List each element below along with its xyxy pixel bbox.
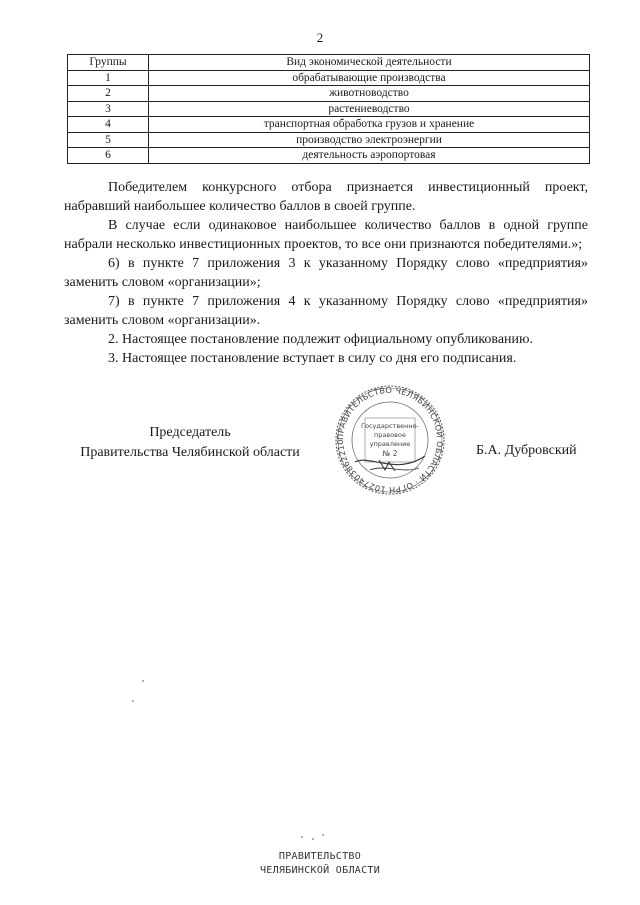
seal-inner-line1: Государственно- <box>361 422 419 430</box>
document-body <box>64 178 588 368</box>
group-number-cell: 1 <box>68 70 149 86</box>
group-number-cell: 6 <box>68 148 149 164</box>
paragraph-equal-score: В случае если одинаковое наибольшее количество баллов в одной группе набрали несколько инвестиционных проектов, то все они признаются победителями.»; <box>64 218 588 252</box>
seal-inner-line3: управление <box>369 440 411 448</box>
scan-speck <box>322 834 324 836</box>
scan-speck <box>142 680 144 682</box>
group-number-cell: 5 <box>68 132 149 148</box>
footer-line2: ЧЕЛЯБИНСКОЙ ОБЛАСТИ <box>259 865 381 876</box>
column-header-groups: Группы <box>68 55 149 71</box>
table-row <box>68 70 590 86</box>
activity-cell: деятельность аэропортовая <box>149 148 590 164</box>
table-row <box>68 117 590 133</box>
activity-groups-table <box>67 54 590 164</box>
group-number-cell: 4 <box>68 117 149 133</box>
paragraph-entry-into-force: 3. Настоящее постановление вступает в силу со дня его подписания. <box>108 351 517 366</box>
paragraph-publication: 2. Настоящее постановление подлежит официальному опубликованию. <box>108 332 533 347</box>
signatory-title-line1: Председатель <box>149 425 231 440</box>
scan-speck <box>312 838 314 840</box>
official-seal <box>315 384 465 496</box>
paragraph-item-6: 6) в пункте 7 приложения 3 к указанному Порядку слово «предприятия» заменить словом «организации»; <box>64 256 588 290</box>
scan-speck <box>301 836 303 838</box>
activity-cell: транспортная обработка грузов и хранение <box>149 117 590 133</box>
activity-cell: производство электроэнергии <box>149 132 590 148</box>
table-row <box>68 101 590 117</box>
activity-cell: животноводство <box>149 86 590 102</box>
activity-cell: растениеводство <box>149 101 590 117</box>
table-row <box>68 86 590 102</box>
seal-ring-text: ПРАВИТЕЛЬСТВО ЧЕЛЯБИНСКОЙ ОБЛАСТИ · ОГРН 1027403862210 <box>334 384 446 496</box>
table-row <box>68 132 590 148</box>
scan-speck <box>132 700 134 702</box>
official-seal-graphic <box>315 384 465 496</box>
table-header-row <box>68 55 590 71</box>
signatory-name: Б.А. Дубровский <box>476 443 577 458</box>
seal-inner-line4: № 2 <box>382 449 398 458</box>
signatory-title-line2: Правительства Челябинской области <box>80 445 300 460</box>
page-number: 2 <box>316 30 324 45</box>
group-number-cell: 3 <box>68 101 149 117</box>
paragraph-winner: Победителем конкурсного отбора признается инвестиционный проект, набравший наибольшее количество баллов в своей группе. <box>64 180 588 214</box>
footer-stamp <box>0 850 640 878</box>
signatory-title <box>70 423 310 463</box>
activity-cell: обрабатывающие производства <box>149 70 590 86</box>
paragraph-item-7: 7) в пункте 7 приложения 4 к указанному Порядку слово «предприятия» заменить словом «организации». <box>64 294 588 328</box>
column-header-activity: Вид экономической деятельности <box>149 55 590 71</box>
table-row <box>68 148 590 164</box>
group-number-cell: 2 <box>68 86 149 102</box>
footer-line1: ПРАВИТЕЛЬСТВО <box>278 851 362 862</box>
seal-inner-line2: правовое <box>374 431 406 439</box>
